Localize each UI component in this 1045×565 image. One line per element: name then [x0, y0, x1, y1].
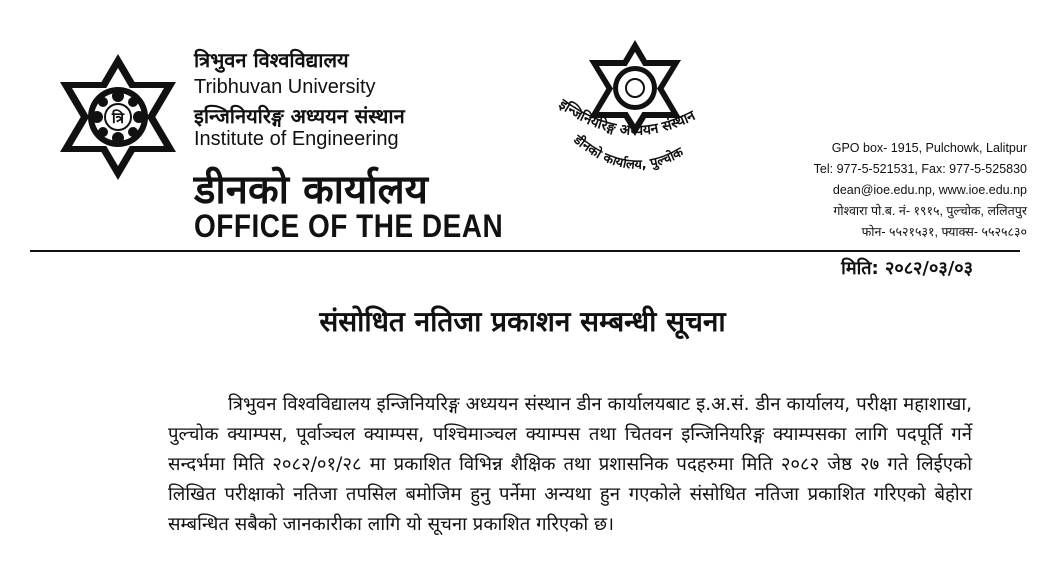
contact-phone: Tel: 977-5-521531, Fax: 977-5-525830 — [813, 162, 1027, 176]
notice-title: संसोधित नतिजा प्रकाशन सम्बन्धी सूचना — [319, 305, 726, 338]
institute-name-english: Institute of Engineering — [194, 128, 399, 150]
notice-date: मिति: २०८२/०३/०३ — [841, 258, 973, 279]
svg-text:इन्जिनियरिङ्ग अध्ययन संस्थान — [555, 96, 699, 139]
tribhuvan-university-emblem-icon — [58, 52, 178, 182]
office-name-english: OFFICE OF THE DEAN — [194, 208, 504, 244]
contact-web: dean@ioe.edu.np, www.ioe.edu.np — [832, 183, 1027, 197]
university-name-nepali: त्रिभुवन विश्वविद्यालय — [194, 48, 349, 72]
institute-name-nepali: इन्जिनियरिङ्ग अध्ययन संस्थान — [194, 104, 405, 128]
svg-text:त्रि: त्रि — [111, 109, 125, 127]
notice-paragraph: त्रिभुवन विश्वविद्यालय इन्जिनियरिङ्ग अध्ययन संस्थान डीन कार्यालयबाट इ.अ.सं. डीन कार्यालय, परीक्षा महाशाखा, पुल्चोक क्याम्पस, पूर्वाञ्चल क्याम्पस, पश्चिमाञ्चल क्याम्पस तथा चितवन इन्जिनियरिङ्ग क्याम्पसका लागि पदपूर्ति गर्ने सन्दर्भमा मिति २०८२/०१/२८ मा प्रकाशित विभिन्न शैक्षिक तथा प्रशासनिक पदहरुमा मिति २०८२ जेष्ठ २७ गते लिईएको लिखित परीक्षाको नतिजा तपसिल बमोजिम हुनु पर्नेमा अन्यथा हुन गएकोले संसोधित नतिजा प्रकाशित गरिएको बेहोरा सम्बन्धित सबैको जानकारीका लागि यो सूचना प्रकाशित गरिएको छ। — [168, 394, 972, 535]
office-name-nepali: डीनको कार्यालय — [194, 167, 428, 213]
notice-body — [168, 390, 972, 540]
contact-address-nepali: गोश्वारा पो.ब. नं- १९१५, पुल्चोक, ललितपुर — [833, 204, 1027, 218]
contact-block — [814, 138, 1027, 243]
stamp-text-bottom: डीनको कार्यालय, पुल्चोक — [570, 132, 687, 173]
header-divider — [30, 250, 1020, 252]
stamp-text-top: इन्जिनियरिङ्ग अध्ययन संस्थान — [555, 96, 698, 139]
contact-address: GPO box- 1915, Pulchowk, Lalitpur — [831, 141, 1027, 155]
stamp-seal — [548, 96, 728, 196]
university-name-english: Tribhuvan University — [194, 76, 376, 98]
contact-phone-nepali: फोन- ५५२१५३१, फ्याक्स- ५५२५८३० — [861, 225, 1027, 239]
